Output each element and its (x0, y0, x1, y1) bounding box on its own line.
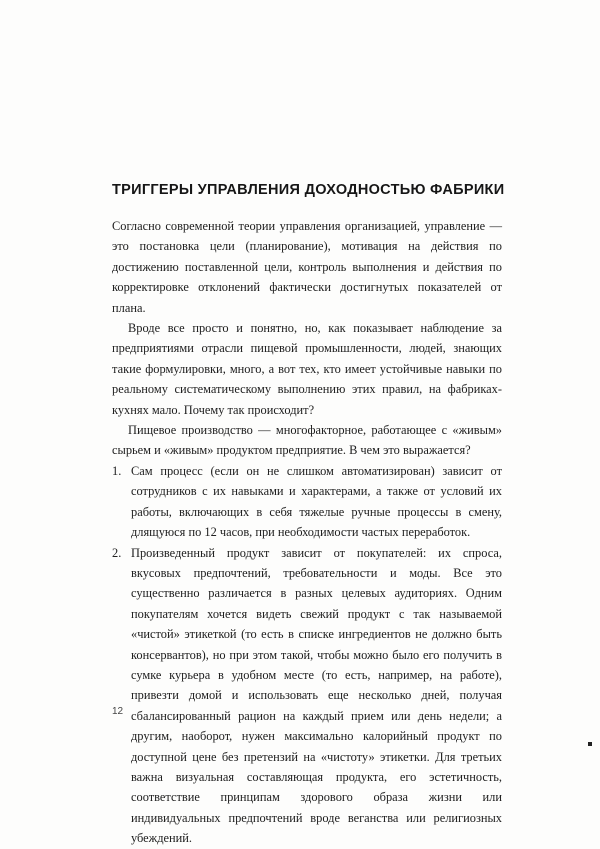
list-item-number: 2. (112, 545, 122, 560)
paragraph: Пищевое производство — многофакторное, работающее с «живым» сырьем и «живым» продуктом предприятие. В чем это выражается? (112, 423, 502, 458)
section-heading: ТРИГГЕРЫ УПРАВЛЕНИЯ ДОХОДНОСТЬЮ ФАБРИКИ (112, 182, 505, 198)
body-text (112, 216, 502, 849)
list-item-number: 1. (112, 463, 122, 478)
list-item (112, 461, 502, 543)
list-item (112, 543, 502, 849)
page-number: 12 (112, 706, 124, 717)
paragraph: Согласно современной теории управления организацией, управление — это постановка цели (планирование), мотивация на действия по достижению поставленной цели, контроль выполнения и действия по корректировке отклонений фактически достигнутых показателей от плана. (112, 219, 502, 315)
list-item-text: Произведенный продукт зависит от покупателей: их спроса, вкусовых предпочтений, требовательности и моды. Все это существенно различается в разных целевых аудиториях. Одним покупателям хочется видеть свежий продукт с так называемой «чистой» этикеткой (то есть в списке ингредиентов не должно быть консервантов), но при этом такой, чтобы можно было его получить в сумке курьера в удобном месте (то есть, например, на работе), привезти домой и использовать еще несколько дней, получая сбалансированный рацион на каждый прием или день недели; а другим, наоборот, нужен максимально калорийный продукт по доступной цене без претензий на «чистоту» этикетки. Для третьих важна визуальная составляющая продукта, его эстетичность, соответствие принципам здорового образа жизни или индивидуальных предпочтений вроде веганства или религиозных убеждений. (131, 545, 502, 846)
list-item-text: Сам процесс (если он не слишком автоматизирован) зависит от сотрудников с их навыками и характерами, а также от условий их работы, включающих в себя тяжелые ручные процессы в смену, длящуюся по 12 часов, при необходимости частых переработок. (131, 463, 502, 540)
paragraph: Вроде все просто и понятно, но, как показывает наблюдение за предприятиями отрасли пищевой промышленности, людей, знающих такие формулировки, много, а вот тех, кто имеет устойчивые навыки по реальному систематическому выполнению этих правил, на фабриках-кухнях мало. Почему так происходит? (112, 321, 502, 417)
scan-mark (588, 742, 592, 746)
numbered-list (112, 461, 502, 849)
